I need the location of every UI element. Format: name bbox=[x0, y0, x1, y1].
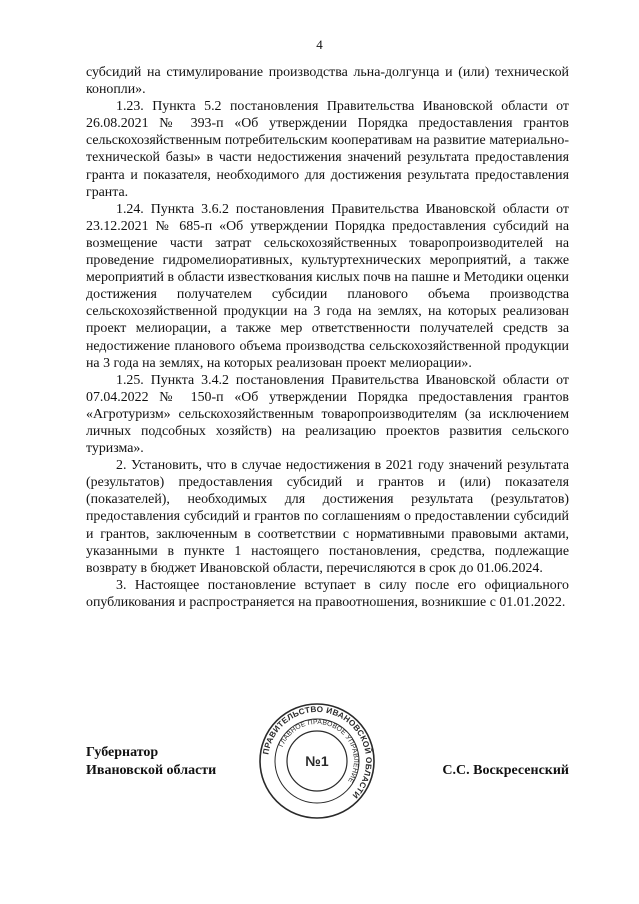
paragraph-1-23: 1.23. Пункта 5.2 постановления Правительства Ивановской области от 26.08.2021 № 393-п «Об утверждении Порядка предоставления грантов сельскохозяйственным потребительским кооперативам на развитие материально-технической базы» в части недостижения значений результата предоставления гранта и показателя, необходимого для достижения результата предоставления гранта. bbox=[86, 99, 569, 200]
page-number: 4 bbox=[316, 37, 323, 52]
signatory-title bbox=[86, 744, 216, 780]
signatory-title-line2: Ивановской области bbox=[86, 763, 217, 778]
seal-outer-text: ПРАВИТЕЛЬСТВО ИВАНОВСКОЙ ОБЛАСТИ bbox=[261, 704, 374, 801]
paragraph-2: 2. Установить, что в случае недостижения в 2021 году значений результата (результатов) предоставления субсидий и грантов и (или) показателя (показателей), необходимых для достижения результата (результатов) предоставления субсидий и грантов по соглашениям о предоставлении субсидий и грантов, заключенным в соответствии с нормативными правовыми актами, указанными в пункте 1 настоящего постановления, средства, подлежащие возврату в бюджет Ивановской области, перечисляются в срок до 01.06.2024. bbox=[86, 458, 569, 576]
seal-inner-text: ГЛАВНОЕ ПРАВОВОЕ УПРАВЛЕНИЕ bbox=[277, 718, 360, 784]
signatory-name: С.С. Воскресенский bbox=[442, 763, 569, 778]
official-seal-stamp bbox=[258, 702, 376, 820]
paragraph-1-24: 1.24. Пункта 3.6.2 постановления Правительства Ивановской области от 23.12.2021 № 685-п «Об утверждении Порядка предоставления субсидий на возмещение части затрат сельскохозяйственных товаропроизводителей на проведение гидромелиоративных, культуртехнических мероприятий, а также мероприятий в области известкования кислых почв на пашне и Методики оценки достижения получателем субсидии планового объема производства сельскохозяйственной продукции на 3 года на землях, на которых реализован проект мелиорации, а также мер ответственности получателей средств за недостижение планового объема производства сельскохозяйственной продукции на 3 года на землях, на которых реализован проект мелиорации». bbox=[86, 201, 569, 371]
paragraph-3: 3. Настоящее постановление вступает в силу после его официального опубликования и распространяется на правоотношения, возникшие с 01.01.2022. bbox=[86, 577, 569, 610]
paragraph-continuation: субсидий на стимулирование производства льна-долгунца и (или) технической конопли». bbox=[86, 65, 569, 98]
signatory-title-line1: Губернатор bbox=[86, 745, 159, 760]
seal-number: №1 bbox=[305, 753, 329, 769]
document-body bbox=[86, 64, 569, 611]
paragraph-1-25: 1.25. Пункта 3.4.2 постановления Правительства Ивановской области от 07.04.2022 № 150-п «Об утверждении Порядка предоставления грантов «Агротуризм» сельскохозяйственным товаропроизводителям (за исключением личных подсобных хозяйств) на реализацию проектов развития сельского туризма». bbox=[86, 372, 569, 457]
